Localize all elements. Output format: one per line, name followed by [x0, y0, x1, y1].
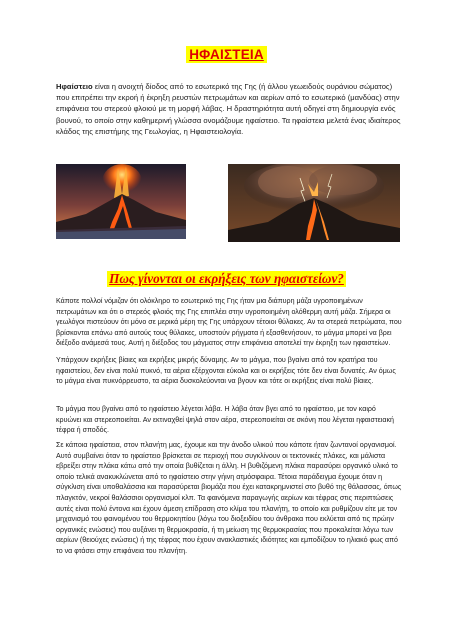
- paragraph-2: Υπάρχουν εκρήξεις βίαιες και εκρήξεις μικρής δύναμης. Αν το μάγμα, που βγαίνει από τον κρατήρα του ηφαιστείου, δεν είναι πολύ πυκνό, τα αέρια εξέρχονται εύκολα και οι εκρήξεις τότε δεν είναι δυνατές. Αν όμως το μάγμα είναι πυκνόρρευστο, τα αέρια δυσκολεύονται να βγουν και τότε οι εκρήξεις είναι πολύ βίαιες.: [56, 356, 396, 386]
- intro-term: Ηφαίστειο: [56, 82, 93, 91]
- paragraph-4: Σε κάποια ηφαίστεια, στον πλανήτη μας, έχουμε και την άνοδο υλικού που κάποτε ήταν ζωντανοί οργανισμοί. Αυτό συμβαίνει όταν το ηφαίστειο βρίσκεται σε περιοχή που συγκλίνουν οι τεκτονικές πλάκες, και μάλιστα εβρείξει στην πλάκα κάτω από την οποία βυθίζεται η άλλη. Η βυθιζόμενη πλάκα παρασύρει οργανικό υλικό το οποίο τελικά ανακυκλώνεται από το ηφαίστειο στην γήινη ατμόσφαιρα. Τέτοια παράδειγμα έχουμε όταν η σύγκλιση είναι υποθαλάσσια και παρασύρεται βιομάζα που έχει κατακρημνιστεί στο βυθό της θάλασσας, όπως πλαγκτόν, νεκροί θαλάσσιοι οργανισμοί κλπ. Τα φαινόμενα παραγωγής αερίων και τέφρας στις περιπτώσεις αυτές είναι πολύ έντονα και έχουν άμεση επίδραση στο κλίμα του πλανήτη, το οποίο και ρυθμίζουν είτε με τον μηχανισμό του φαινομένου του θερμοκηπίου (λόγω του διοξειδίου του άνθρακα που εκλύεται από τις πρώην οργανικές ενώσεις) που αυξάνει τη θερμοκρασία, ή τη μείωση της θερμοκρασίας που προκαλείται λόγω των αερίων (θειούχες ενώσεις) ή της τέφρας που έχουν ανακλαστικές ιδιότητες και εμποδίζουν το ηλιακό φως από το να φτάσει στην επιφάνεια του πλανήτη.: [56, 441, 402, 555]
- paragraph-1: Κάποτε πολλοί νόμιζαν ότι ολόκληρο το εσωτερικό της Γης ήταν μια διάπυρη μάζα υγροποιημένων πετρωμάτων και ότι ο στερεός φλοιός της Γης επιπλέει στην υγροποιημένη ολόθερμη αυτή μάζα. Σήμερα οι γεωλόγοι πιστεύουν ότι μόνο σε μερικά μέρη της Γης υπάρχουν τέτοιοι θύλακες. Αν τα στερεά πετρώματα, που βρίσκονται επάνω από αυτούς τους θύλακες, υποστούν ρήγματα ή εξασθενήσουν, το μάγμα μπορεί να βρει διέξοδο ανάμεσά τους. Αυτή η διέξοδος του μάγματος στην επιφάνεια αποτελεί την έκρηξη των ηφαιστείων.: [56, 297, 402, 348]
- page-title: ΗΦΑΙΣΤΕΙΑ: [186, 46, 267, 63]
- section-title-container: [0, 270, 453, 288]
- volcano-eruption-photo-icon: [56, 164, 186, 239]
- volcano-eruption-photo-left: [56, 164, 186, 239]
- paragraph-3: Το μάγμα που βγαίνει από το ηφαίστειο λέγεται λάβα. Η λάβα όταν βγει από το ηφαίστειο, με τον καιρό κρυώνει και στερεοποιείται. Αν εκτιναχθεί ψηλά στον αέρα, στερεοποιείται σε σκόνη που λέγεται ηφαιστειακή τέφρα ή σποδός.: [56, 405, 395, 435]
- volcano-ash-cloud-photo-icon: [228, 164, 400, 242]
- intro-paragraph: [56, 81, 406, 137]
- section-title: Πως γίνονται οι εκρήξεις των ηφαιστείων?: [109, 271, 344, 286]
- intro-text: είναι η ανοιχτή δίοδος από το εσωτερικό της Γης (ή άλλου γεωειδούς ουράνιου σώματος) που επιτρέπει την εκροή ή έκρηξη ρευστών πετρωμάτων και αερίων από το εσωτερικό (μανδύας) στην επιφάνεια του στερεού φλοιού με τη μορφή λάβας. Η δραστηριότητα αυτή οδηγεί στη δημιουργία ενός βουνού, το οποίο στην καθημερινή γλώσσα ονομάζουμε ηφαίστειο. Τα ηφαίστεια μελετά ένας ιδιαίτερος κλάδος της επιστήμης της Γεωλογίας, η Ηφαιστειολογία.: [56, 82, 401, 136]
- volcano-eruption-photo-right: [228, 164, 400, 242]
- title-container: [0, 46, 453, 64]
